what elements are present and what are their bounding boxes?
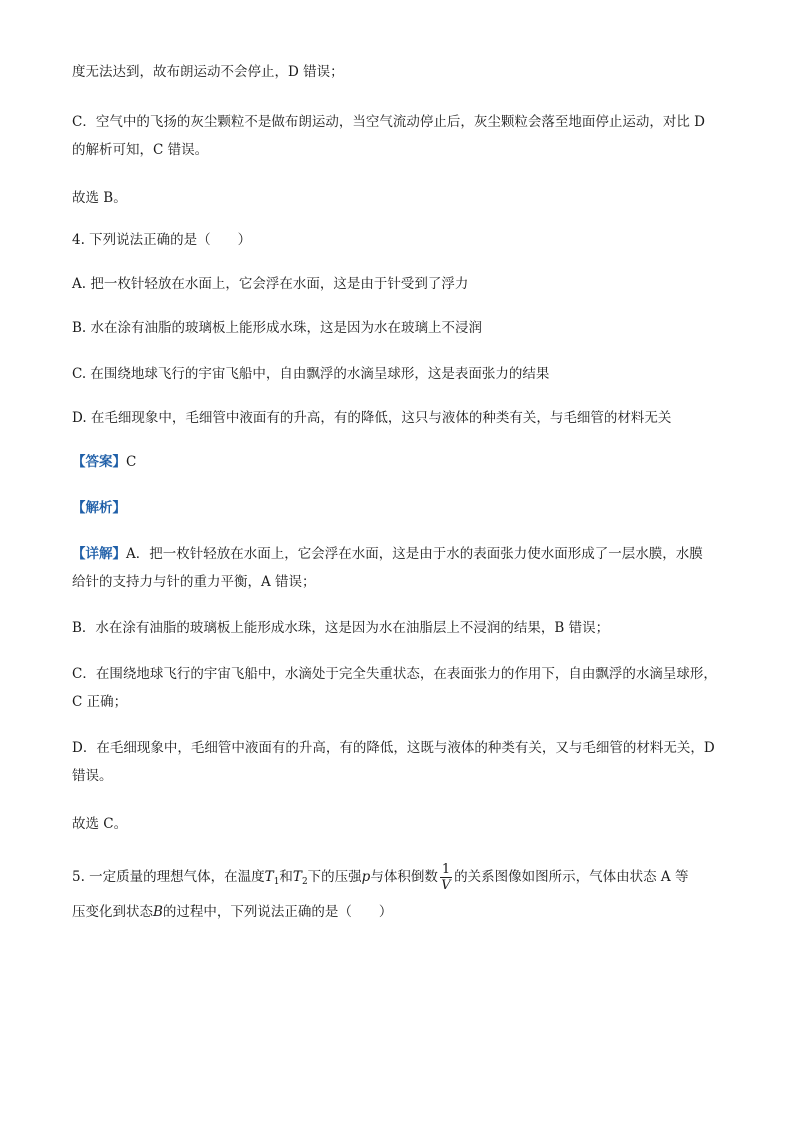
q4-detail-d-line1: D．在毛细现象中，毛细管中液面有的升高，有的降低，这既与液体的种类有关，又与毛细管的材料无关，D (72, 740, 715, 756)
q3-choose: 故选 B。 (72, 190, 127, 206)
q3-analysis-d-tail: 度无法达到，故布朗运动不会停止，D 错误； (72, 64, 344, 80)
q4-option-a: A. 把一枚针轻放在水面上，它会浮在水面，这是由于针受到了浮力 (72, 276, 469, 292)
q4-option-d: D. 在毛细现象中，毛细管中液面有的升高，有的降低，这只与液体的种类有关，与毛细管的材料无关 (72, 410, 672, 426)
q5-text-2: 下的压强 (307, 869, 362, 885)
q4-option-c: C. 在围绕地球飞行的宇宙飞船中，自由飘浮的水滴呈球形，这是表面张力的结果 (72, 366, 550, 382)
symbol-b: B (153, 904, 163, 920)
q5-text-3: 与体积倒数 (370, 869, 438, 885)
q4-choose: 故选 C。 (72, 816, 128, 832)
fraction-one-over-v: $\frac{1}{V}$ (441, 862, 451, 893)
q5-stem-line1 (72, 862, 688, 893)
q4-analysis-heading (72, 498, 126, 518)
symbol-t2: $T_2$ (292, 869, 308, 887)
symbol-t1: $T_1$ (264, 869, 280, 887)
answer-value: C (126, 454, 137, 470)
q4-detail-d-line2: 错误。 (72, 768, 113, 784)
detail-tag: 【详解】 (72, 546, 126, 562)
q3-analysis-c-line2: 的解析可知，C 错误。 (72, 142, 209, 158)
q5-stem-line2 (72, 902, 392, 922)
q4-option-b: B. 水在涂有油脂的玻璃板上能形成水珠，这是因为水在玻璃上不浸润 (72, 320, 483, 336)
q5-text-5: 压变化到状态 (72, 904, 153, 920)
q4-detail-a-line2: 给针的支持力与针的重力平衡，A 错误； (72, 574, 316, 590)
detail-a-text: A．把一枚针轻放在水面上，它会浮在水面，这是由于水的表面张力使水面形成了一层水膜，水膜 (126, 546, 703, 562)
q4-stem: 4. 下列说法正确的是（ ） (72, 232, 252, 248)
q4-detail-a-line1 (72, 544, 703, 564)
q5-text-and: 和 (279, 869, 293, 885)
q4-detail-c-line2: C 正确； (72, 694, 128, 710)
q5-text-1: 5. 一定质量的理想气体，在温度 (72, 869, 265, 885)
symbol-p: p (361, 869, 371, 885)
q5-text-4: 的关系图像如图所示，气体由状态 A 等 (454, 869, 689, 885)
q4-answer (72, 452, 136, 472)
analysis-tag: 【解析】 (72, 500, 126, 516)
q4-detail-b: B．水在涂有油脂的玻璃板上能形成水珠，这是因为水在油脂层上不浸润的结果，B 错误； (72, 620, 610, 636)
q5-text-6: 的过程中，下列说法正确的是（ ） (162, 904, 393, 920)
q3-analysis-c-line1: C．空气中的飞扬的灰尘颗粒不是做布朗运动，当空气流动停止后，灰尘颗粒会落至地面停止运动，对比 D (72, 114, 705, 130)
answer-tag: 【答案】 (72, 454, 126, 470)
q4-detail-c-line1: C．在围绕地球飞行的宇宙飞船中，水滴处于完全失重状态，在表面张力的作用下，自由飘浮的水滴呈球形， (72, 666, 717, 682)
